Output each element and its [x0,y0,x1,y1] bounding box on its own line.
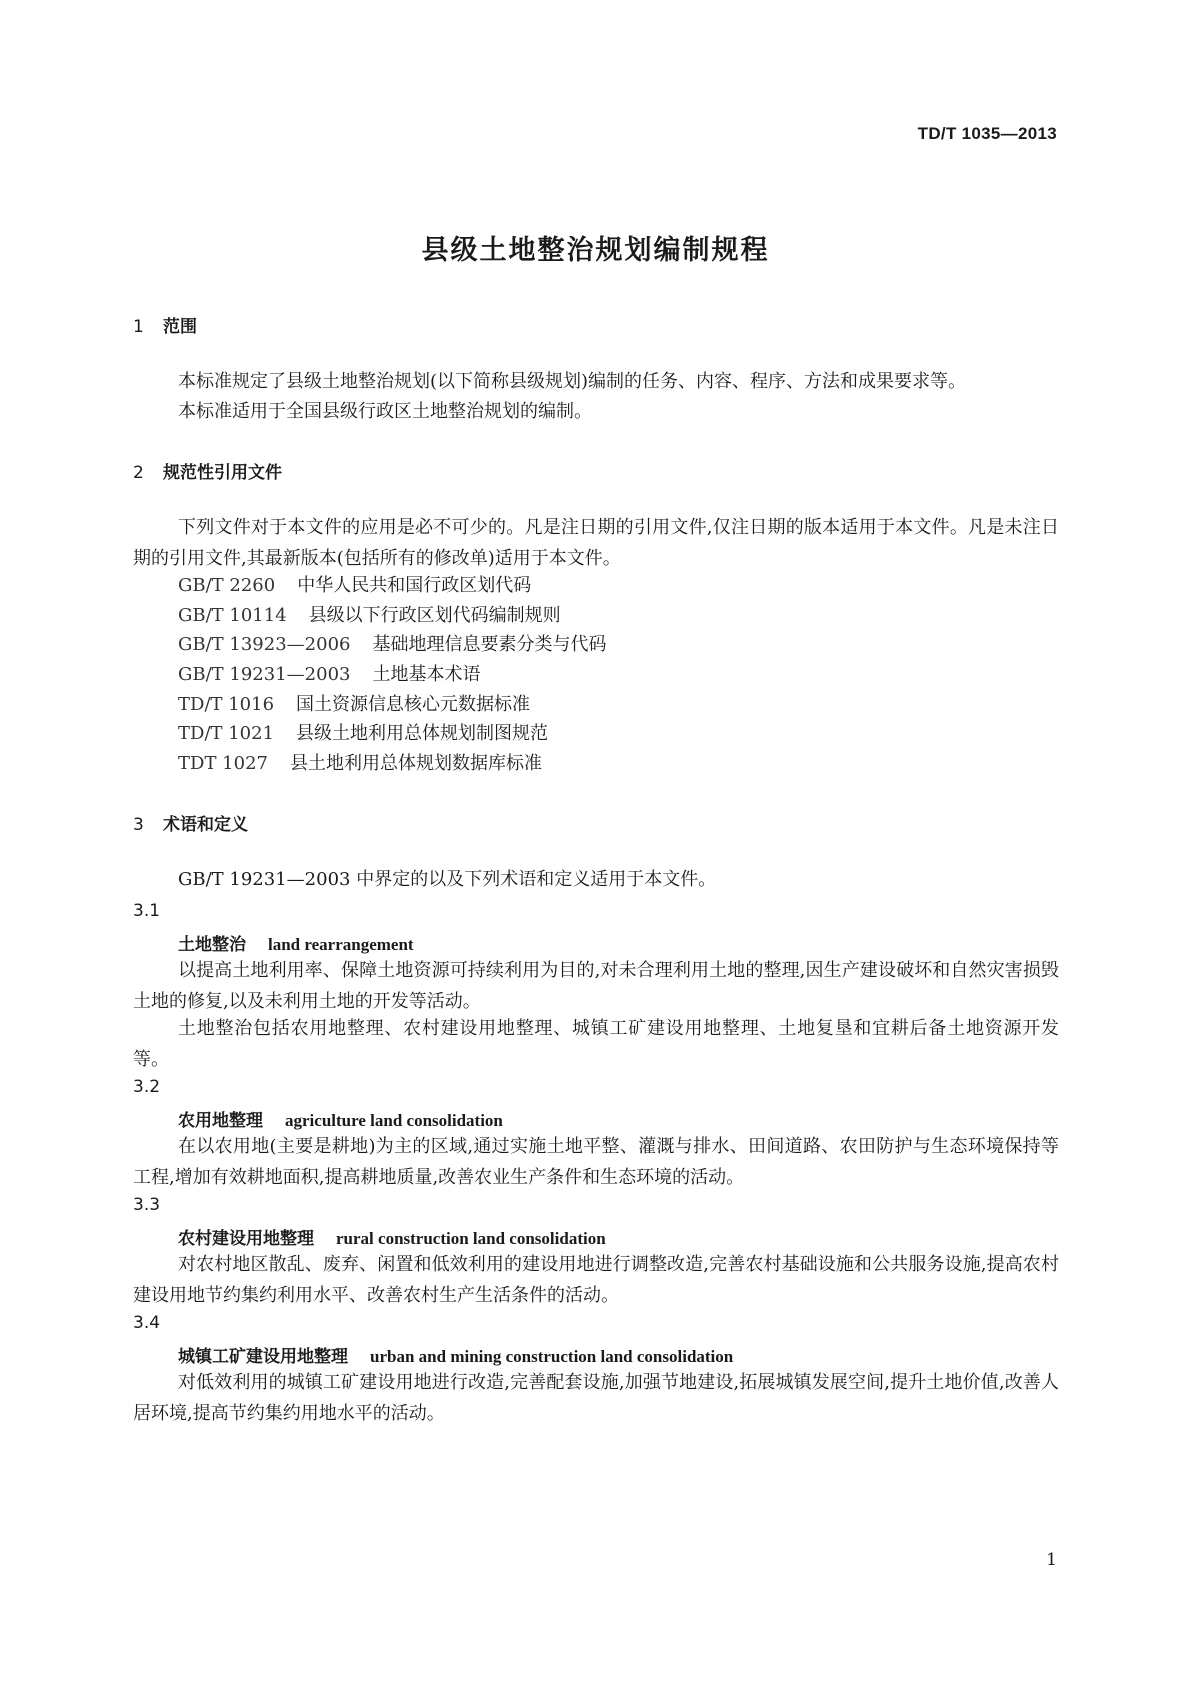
term-heading [178,1106,503,1131]
paragraph: GB/T 19231—2003 中界定的以及下列术语和定义适用于本文件。 [178,869,717,890]
ref-name: 土地基本术语 [372,664,481,685]
section-number: 3 [133,815,144,835]
section-heading-1 [133,312,197,337]
section-number: 1 [133,317,144,337]
section-heading-3 [133,810,248,835]
ref-name: 中华人民共和国行政区划代码 [297,575,532,596]
paragraph: 本标准适用于全国县级行政区土地整治规划的编制。 [178,401,592,422]
term-en: land rearrangement [268,935,414,954]
term-number: 3.2 [133,1077,161,1097]
ref-name: 县级以下行政区划代码编制规则 [308,605,561,626]
reference-item [178,659,480,690]
reference-item [178,748,542,779]
term-number: 3.1 [133,901,161,921]
definition: 对低效利用的城镇工矿建设用地进行改造,完善配套设施,加强节地建设,拓展城镇发展空间,提升土地价值,改善人居环境,提高节约集约用地水平的活动。 [133,1372,1059,1424]
ref-code: GB/T 2260 [178,575,276,596]
section-title: 术语和定义 [163,815,248,835]
term-zh: 土地整治 [178,935,246,955]
section-title: 规范性引用文件 [163,463,282,483]
term-zh: 城镇工矿建设用地整理 [178,1347,348,1367]
paragraph: 本标准规定了县级土地整治规划(以下简称县级规划)编制的任务、内容、程序、方法和成果要求等。 [178,371,967,392]
ref-name: 国土资源信息核心元数据标准 [296,694,531,715]
term-en: urban and mining construction land consolidation [370,1347,734,1366]
term-en: rural construction land consolidation [336,1229,606,1248]
term-en: agriculture land consolidation [285,1111,503,1130]
ref-code: GB/T 10114 [178,605,287,626]
reference-item [178,689,530,720]
ref-name: 基础地理信息要素分类与代码 [372,634,607,655]
ref-code: GB/T 19231—2003 [178,664,351,685]
ref-code: TDT 1027 [178,753,268,774]
reference-item [178,629,606,660]
definition: 对农村地区散乱、废弃、闲置和低效利用的建设用地进行调整改造,完善农村基础设施和公共服务设施,提高农村建设用地节约集约利用水平、改善农村生产生活条件的活动。 [133,1254,1059,1306]
reference-item [178,718,548,749]
definition: 土地整治包括农用地整理、农村建设用地整理、城镇工矿建设用地整理、土地复垦和宜耕后备土地资源开发等。 [133,1018,1059,1070]
ref-code: TD/T 1016 [178,694,275,715]
paragraph: 下列文件对于本文件的应用是必不可少的。凡是注日期的引用文件,仅注日期的版本适用于本文件。凡是未注日期的引用文件,其最新版本(包括所有的修改单)适用于本文件。 [133,517,1059,569]
section-heading-2 [133,458,282,483]
standard-code: TD/T 1035—2013 [917,124,1057,143]
section-title: 范围 [163,317,197,337]
term-number: 3.3 [133,1195,161,1215]
term-number: 3.4 [133,1313,161,1333]
definition: 以提高土地利用率、保障土地资源可持续利用为目的,对未合理利用土地的整理,因生产建设破坏和自然灾害损毁土地的修复,以及未利用土地的开发等活动。 [133,960,1059,1012]
term-zh: 农村建设用地整理 [178,1229,314,1249]
ref-name: 县级土地利用总体规划制图规范 [296,723,549,744]
page-number: 1 [1046,1550,1057,1570]
reference-item [178,570,531,601]
term-heading [178,1224,606,1249]
term-zh: 农用地整理 [178,1111,263,1131]
ref-name: 县土地利用总体规划数据库标准 [289,753,542,774]
reference-item [178,600,561,631]
definition: 在以农用地(主要是耕地)为主的区域,通过实施土地平整、灌溉与排水、田间道路、农田防护与生态环境保持等工程,增加有效耕地面积,提高耕地质量,改善农业生产条件和生态环境的活动。 [133,1136,1059,1188]
ref-code: GB/T 13923—2006 [178,634,351,655]
term-heading [178,1342,733,1367]
page-title: 县级土地整治规划编制规程 [421,235,770,266]
term-heading [178,930,414,955]
ref-code: TD/T 1021 [178,723,275,744]
section-number: 2 [133,463,144,483]
